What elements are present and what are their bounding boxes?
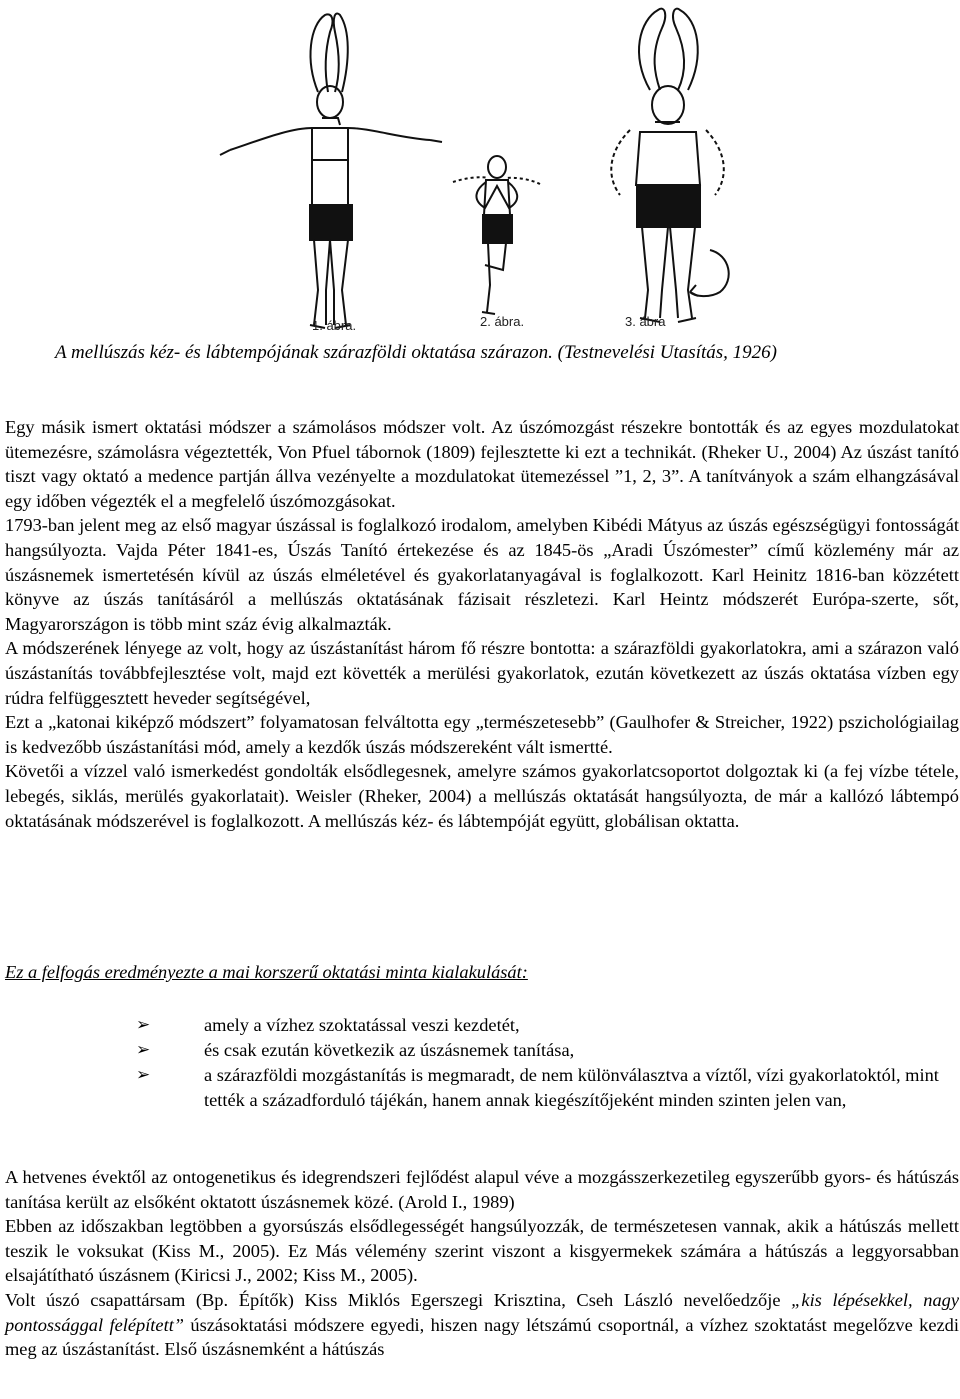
section-heading [5,960,959,985]
paragraph-numbering-method: Egy másik ismert oktatási módszer a számolásos módszer volt. Az úszómozgást részekre bontották és az egyes mozdulatokat ütemezésre, számolásra végeztették, Von Pfuel tábornok (1809) fejlesztette ki ezt a technikát. (Rheker U., 2004) Az úszást tanító tiszt vagy oktató a medence partján állva vezényelte a mozdulatokat ütemezéssel ”1, 2, 3”. A tanítványok a szám elhangzásával egy időben végezték el a megfelelő úszómozgásokat. [5,417,959,511]
figure-3-swimmer [611,9,728,322]
paragraph-kiss-start: Volt úszó csapattársam (Bp. Építők) Kiss Miklós Egerszegi Krisztina, Cseh László nevelőedzője [5,1289,792,1310]
arrow-bullet-icon: ➢ [136,1065,151,1085]
figure-2-swimmer [453,156,540,314]
paragraph-kiss-miklos [5,1288,959,1362]
paragraph-hungarian-history: 1793-ban jelent meg az első magyar úszással is foglalkozó irodalom, amelyben Kibédi Mátyus az úszás egészségügyi fontosságát hangsúlyozta. Vajda Péter 1841-es, Úszás Tanító értekezése és az 1845-ös „Aradi Úszómester” című közlemény már az úszásnemek ismertetésén kívül az úszás elméletével és gyakorlatanyagával is foglalkozott. Karl Heinitz 1816-ban közzétett könyve az úszás tanításáról a mellúszás oktatásának fázisait részletezi. Karl Heintz módszerét Európa-szerte, sőt, Magyarországon is több mint száz évig alkalmazták. [5,515,959,634]
paragraph-natural-method: Ezt a „katonai kiképző módszert” folyamatosan felváltotta egy „természetesebb” (Gaulhofer & Streicher, 1922) pszichológiailag is kedvezőbb úszástanítási mód, amely a kezdők úszás módszereként vált ismertté. [5,712,959,757]
figure-label-3: 3. ábra [625,314,666,329]
figure-label-1: 1. ábra. [312,318,357,333]
bullet-list [136,1013,956,1113]
body-text-block-1 [5,415,959,833]
figure-label-2: 2. ábra. [480,314,525,329]
paragraph-followers: Követői a vízzel való ismerkedést gondolták elsődlegesnek, amelyre számos gyakorlatcsoportot dolgoztak ki (a fej vízbe tétele, lebegés, siklás, merülés gyakorlatait). Weisler (Rheker, 2004) a mellúszás oktatását hangsúlyozta, de már a kallózó lábtempó oktatásának módszerével is foglalkozott. A mellúszás kéz- és lábtempóját együtt, globálisan oktatta. [5,761,959,831]
list-item [136,1013,956,1038]
arrow-bullet-icon: ➢ [136,1040,151,1060]
paragraph-kiss-quote: „kis lépésekkel, nagy pontossággal felépített” [5,1289,960,1335]
paragraph-method-essence: A módszerének lényege az volt, hogy az úszástanítást három fő részre bontotta: a szárazföldi gyakorlatokra, ami a szárazon való úszástanítás továbbfejlesztése volt, majd ezt követték a merülési gyakorlatok, ezután következett az úszás oktatása vízben egy rúdra felfüggesztett heveder segítségével, [5,638,959,708]
list-item-text: és csak ezután következik az úszásnemek tanítása, [204,1040,575,1060]
paragraph-period-views: Ebben az időszakban legtöbben a gyorsúszás elsődlegességét hangsúlyozzák, de természetesen vannak, akik a hátúszás mellett teszik le voksukat (Kiss M., 2005). Ez Más vélemény szerint viszont a kisgyermekek számára a hátúszás a leggyorsabban elsajátítható úszásnem (Kiricsi J., 2002; Kiss M., 2005). [5,1216,959,1286]
section-heading-text: Ez a felfogás eredményezte a mai korszerű oktatási minta kialakulását: [5,962,528,982]
paragraph-seventies: A hetvenes évektől az ontogenetikus és idegrendszeri fejlődést alapul véve a mozgásszerkezetileg egyszerűbb gyors- és hátúszás tanítása került az elsőként oktatott úszásnemek közé. (Arold I., 1989) [5,1167,959,1212]
figure-1-swimmer [220,14,442,328]
arrow-bullet-icon: ➢ [136,1015,151,1035]
list-item-text: a szárazföldi mozgástanítás is megmaradt, de nem különválasztva a víztől, vízi gyakorlatoktól, mint tették a századforduló tájékán, hanem annak kiegészítőjeként minden szinten jelen van, [204,1065,939,1110]
list-item [136,1063,956,1113]
list-item-text: amely a vízhez szoktatással veszi kezdetét, [204,1015,520,1035]
swimming-exercise-illustration [200,0,960,335]
list-item [136,1038,956,1063]
figure-caption: A mellúszás kéz- és lábtempójának szárazföldi oktatása szárazon. (Testnevelési Utasítás, 1926) [55,342,777,363]
paragraph-kiss-end: úszásoktatási módszere egyedi, hiszen nagy létszámú csoportnál, a vízhez szoktatást megelőzve kezdi meg az úszástanítást. Első úszásnemként a hátúszás [5,1314,959,1360]
body-text-block-2 [5,1165,959,1362]
